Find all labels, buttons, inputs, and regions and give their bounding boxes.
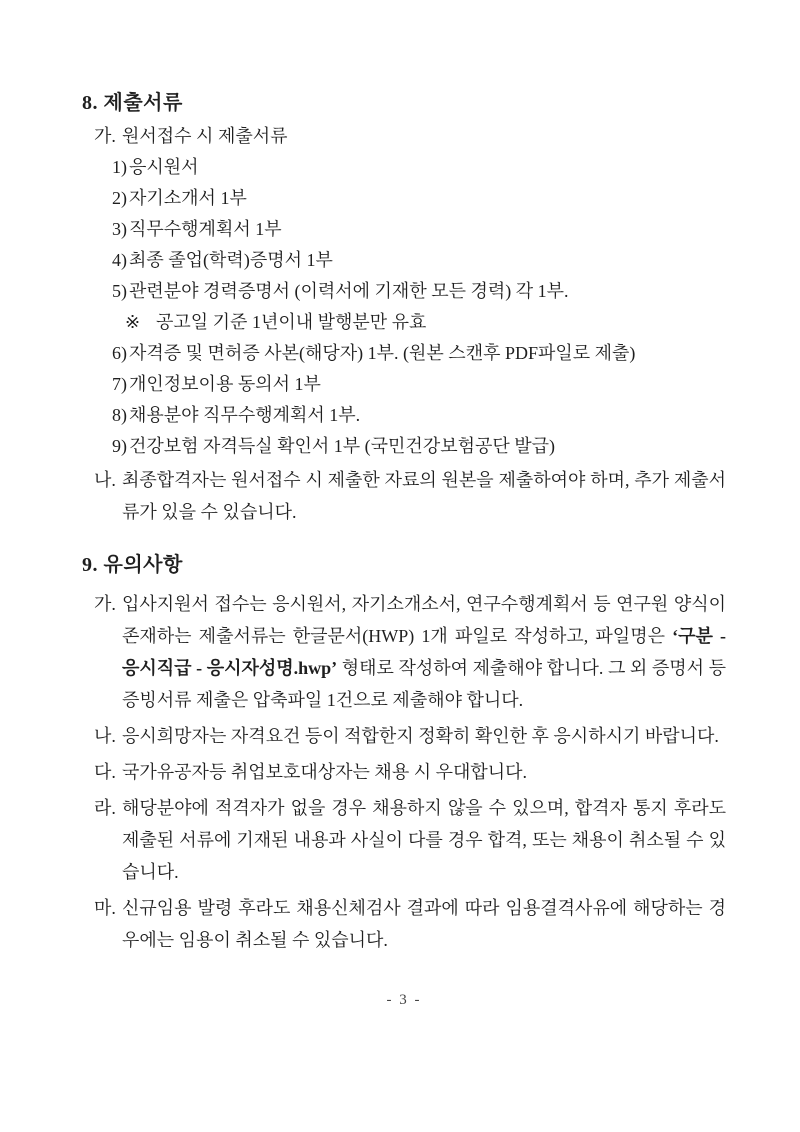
- item-number: 4): [112, 250, 127, 270]
- item-number: 6): [112, 343, 127, 363]
- section-8-heading: 8. 제출서류: [82, 92, 183, 114]
- paragraph-label: 라.: [94, 798, 116, 818]
- section-9-item-na: [94, 720, 726, 752]
- item-number: 5): [112, 281, 127, 301]
- paragraph-text: 응시희망자는 자격요건 등이 적합한지 정확히 확인한 후 응시하시기 바랍니다.: [122, 726, 719, 746]
- item-number: 1): [112, 157, 127, 177]
- paragraph-text: 국가유공자등 취업보호대상자는 채용 시 우대합니다.: [122, 762, 528, 782]
- item-number: 2): [112, 188, 127, 208]
- item-text: 자격증 및 면허증 사본(해당자) 1부. (원본 스캔후 PDF파일로 제출): [129, 343, 636, 363]
- paragraph-label: 가.: [94, 594, 116, 614]
- item-number: 7): [112, 374, 127, 394]
- list-item: [112, 369, 726, 400]
- section-9: [82, 552, 726, 956]
- filename-format-text: ‘구분 - 응시직급 - 응시자성명.hwp’: [122, 626, 727, 678]
- section-8-item-na: [94, 464, 726, 528]
- paragraph-text: 최종합격자는 원서접수 시 제출한 자료의 원본을 제출하여야 하며, 추가 제출서류가 있을 수 있습니다.: [122, 470, 726, 522]
- section-9-item-ma: [94, 892, 726, 956]
- paragraph-text: 원서접수 시 제출서류: [122, 126, 288, 146]
- list-item: [112, 214, 726, 245]
- item-text: 응시원서: [129, 157, 199, 177]
- validity-note: [125, 307, 726, 338]
- item-text: 건강보험 자격득실 확인서 1부 (국민건강보험공단 발급): [129, 436, 556, 456]
- paragraph-label: 다.: [94, 762, 116, 782]
- item-text: 자기소개서 1부: [129, 188, 247, 208]
- paragraph-text: 해당분야에 적격자가 없을 경우 채용하지 않을 수 있으며, 합격자 통지 후라도 제출된 서류에 기재된 내용과 사실이 다를 경우 합격, 또는 채용이 취소될 수 있습니다.: [122, 798, 726, 882]
- list-item: [112, 276, 726, 307]
- reference-mark-icon: ※: [125, 312, 141, 332]
- item-text: 관련분야 경력증명서 (이력서에 기재한 모든 경력) 각 1부.: [129, 281, 569, 301]
- section-9-item-ga: [94, 588, 726, 716]
- paragraph-text-pre: 입사지원서 접수는 응시원서, 자기소개소서, 연구수행계획서 등 연구원 양식이 존재하는 제출서류는 한글문서(HWP) 1개 파일로 작성하고, 파일명은: [122, 594, 726, 646]
- item-text: 최종 졸업(학력)증명서 1부: [129, 250, 333, 270]
- section-8-item-ga: [94, 120, 726, 152]
- paragraph-label: 나.: [94, 726, 116, 746]
- list-item: [112, 245, 726, 276]
- section-9-heading: 9. 유의사항: [82, 554, 183, 576]
- section-9-item-ra: [94, 792, 726, 888]
- item-text: 직무수행계획서 1부: [129, 219, 282, 239]
- paragraph-text: [122, 588, 726, 716]
- paragraph-label: 마.: [94, 898, 116, 918]
- section-8: [82, 90, 726, 528]
- paragraph-label: 나.: [94, 470, 116, 490]
- paragraph-text-post: 형태로 작성하여 제출해야 합니다. 그 외 증명서 등 증빙서류 제출은 압축파일 1건으로 제출해야 합니다.: [122, 658, 727, 710]
- item-text: 채용분야 직무수행계획서 1부.: [129, 405, 361, 425]
- list-item: [112, 431, 726, 462]
- paragraph-label: 가.: [94, 126, 116, 146]
- item-number: 9): [112, 436, 127, 456]
- list-item: [112, 183, 726, 214]
- list-item: [112, 400, 726, 431]
- item-text: 개인정보이용 동의서 1부: [129, 374, 321, 394]
- section-9-item-da: [94, 756, 726, 788]
- paragraph-text: 신규임용 발령 후라도 채용신체검사 결과에 따라 임용결격사유에 해당하는 경우에는 임용이 취소될 수 있습니다.: [122, 898, 726, 950]
- list-item: [112, 338, 726, 369]
- note-text: 공고일 기준 1년이내 발행분만 유효: [156, 312, 427, 332]
- submission-document-list: [82, 152, 726, 462]
- list-item: [112, 152, 726, 183]
- item-number: 3): [112, 219, 127, 239]
- page-number: - 3 -: [386, 992, 422, 1008]
- item-number: 8): [112, 405, 127, 425]
